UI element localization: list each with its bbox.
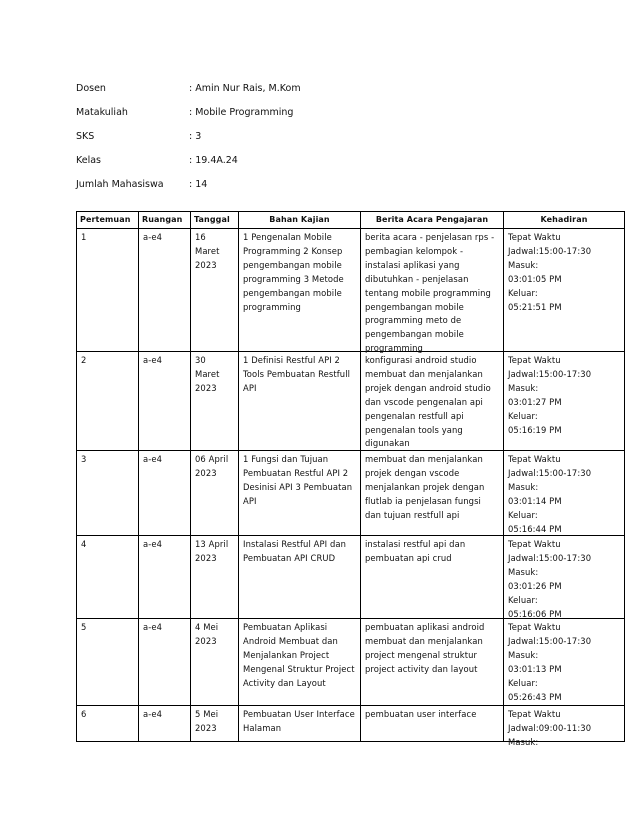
table-row: [77, 706, 625, 742]
table-row: [77, 352, 625, 451]
cell-bahan-kajian: Pembuatan User Interface Halaman: [239, 706, 361, 742]
info-row-matakuliah: [76, 100, 556, 124]
cell-berita-acara: pembuatan aplikasi android membuat dan menjalankan project mengenal struktur project activity dan layout: [361, 619, 504, 706]
cell-ruangan: a-e4: [139, 451, 191, 536]
info-label: Matakuliah: [76, 106, 128, 118]
cell-kehadiran: Tepat Waktu Jadwal:15:00-17:30 Masuk: 03:01:14 PM Keluar: 05:16:44 PM: [504, 451, 625, 536]
attendance-table: [76, 211, 625, 747]
cell-berita-acara: instalasi restful api dan pembuatan api crud: [361, 536, 504, 619]
cell-bahan-kajian: 1 Pengenalan Mobile Programming 2 Konsep pengembangan mobile programming 3 Metode pengembangan mobile programming: [239, 229, 361, 352]
cell-pertemuan: 5: [77, 619, 139, 706]
table-row: [77, 451, 625, 536]
table-row: [77, 536, 625, 619]
cell-berita-acara: berita acara - penjelasan rps - pembagian kelompok - instalasi aplikasi yang dibutuhkan - penjelasan tentang mobile programming pengembangan mobile programming meto de pengembangan mobile programming: [361, 229, 504, 352]
cell-kehadiran: Tepat Waktu Jadwal:15:00-17:30 Masuk: 03:01:26 PM Keluar: 05:16:06 PM: [504, 536, 625, 619]
cell-tanggal: 13 April 2023: [191, 536, 239, 619]
info-value: : 14: [189, 178, 208, 190]
course-info: [76, 76, 556, 196]
cell-pertemuan: 4: [77, 536, 139, 619]
info-row-dosen: [76, 76, 556, 100]
info-value: : 3: [189, 130, 202, 142]
cell-pertemuan: 3: [77, 451, 139, 536]
cell-berita-acara: membuat dan menjalankan projek dengan vscode menjalankan projek dengan flutlab ia penjelasan fungsi dan tujuan restfull api: [361, 451, 504, 536]
cell-bahan-kajian: Pembuatan Aplikasi Android Membuat dan Menjalankan Project Mengenal Struktur Project Activity dan Layout: [239, 619, 361, 706]
cell-pertemuan: 2: [77, 352, 139, 451]
info-value: : Amin Nur Rais, M.Kom: [189, 82, 301, 94]
cell-tanggal: 16 Maret 2023: [191, 229, 239, 352]
column-header-ruangan: Ruangan: [139, 212, 191, 229]
column-header-tanggal: Tanggal: [191, 212, 239, 229]
info-row-sks: [76, 124, 556, 148]
column-header-berita-acara: Berita Acara Pengajaran: [361, 212, 504, 229]
cell-kehadiran: Tepat Waktu Jadwal:15:00-17:30 Masuk: 03:01:05 PM Keluar: 05:21:51 PM: [504, 229, 625, 352]
info-row-kelas: [76, 148, 556, 172]
table-header-row: [77, 212, 625, 229]
cell-bahan-kajian: 1 Fungsi dan Tujuan Pembuatan Restful API 2 Desinisi API 3 Pembuatan API: [239, 451, 361, 536]
cell-bahan-kajian: 1 Definisi Restful API 2 Tools Pembuatan Restfull API: [239, 352, 361, 451]
cell-bahan-kajian: Instalasi Restful API dan Pembuatan API CRUD: [239, 536, 361, 619]
cell-ruangan: a-e4: [139, 229, 191, 352]
table-row: [77, 229, 625, 352]
cell-berita-acara: konfigurasi android studio membuat dan menjalankan projek dengan android studio dan vscode pengenalan api pengenalan restfull api pengenalan tools yang digunakan: [361, 352, 504, 451]
cell-tanggal: 5 Mei 2023: [191, 706, 239, 742]
info-label: Kelas: [76, 154, 102, 166]
cell-ruangan: a-e4: [139, 536, 191, 619]
cell-ruangan: a-e4: [139, 352, 191, 451]
column-header-kehadiran: Kehadiran: [504, 212, 625, 229]
info-value: : Mobile Programming: [189, 106, 294, 118]
column-header-pertemuan: Pertemuan: [77, 212, 139, 229]
cell-kehadiran: Tepat Waktu Jadwal:09:00-11:30 Masuk:: [504, 706, 625, 742]
info-label: Dosen: [76, 82, 106, 94]
table-row: [77, 619, 625, 706]
cell-tanggal: 4 Mei 2023: [191, 619, 239, 706]
info-row-jumlah-mahasiswa: [76, 172, 556, 196]
cell-tanggal: 30 Maret 2023: [191, 352, 239, 451]
cell-kehadiran: Tepat Waktu Jadwal:15:00-17:30 Masuk: 03:01:13 PM Keluar: 05:26:43 PM: [504, 619, 625, 706]
info-value: : 19.4A.24: [189, 154, 238, 166]
cell-kehadiran: Tepat Waktu Jadwal:15:00-17:30 Masuk: 03:01:27 PM Keluar: 05:16:19 PM: [504, 352, 625, 451]
cell-ruangan: a-e4: [139, 706, 191, 742]
cell-pertemuan: 6: [77, 706, 139, 742]
cell-pertemuan: 1: [77, 229, 139, 352]
cell-tanggal: 06 April 2023: [191, 451, 239, 536]
column-header-bahan-kajian: Bahan Kajian: [239, 212, 361, 229]
info-label: Jumlah Mahasiswa: [76, 178, 164, 190]
cell-berita-acara: pembuatan user interface: [361, 706, 504, 742]
cell-ruangan: a-e4: [139, 619, 191, 706]
info-label: SKS: [76, 130, 95, 142]
